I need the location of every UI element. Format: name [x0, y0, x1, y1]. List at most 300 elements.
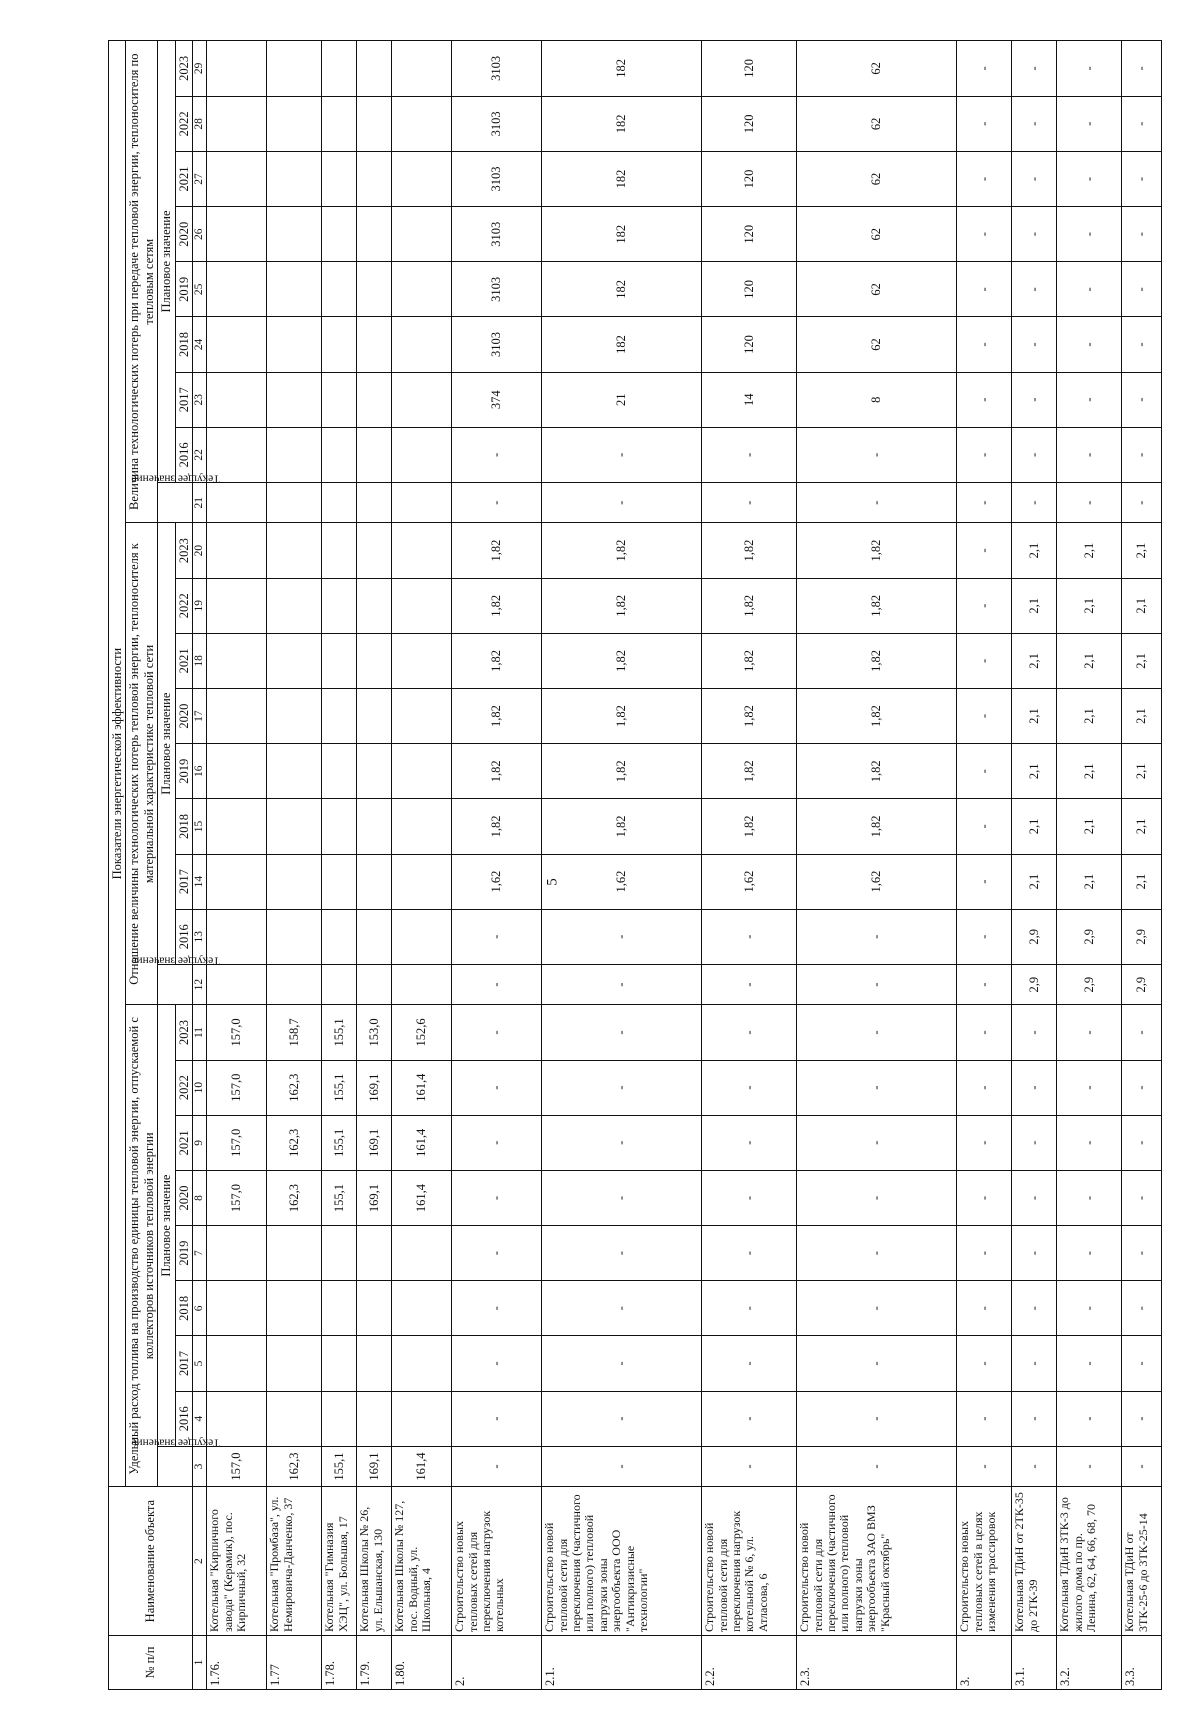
object-name: Строительство новой тепловой сети для переключения нагрузок котельной № 6, ул. Атласова, 6 [702, 1487, 797, 1636]
value-cell-c: - [1057, 41, 1122, 97]
year-header: 2021 [175, 151, 192, 206]
value-cell-a: - [957, 1170, 1012, 1225]
section-c-title: Величина технологических потерь при передаче тепловой энергии, теплоносителя по тепловым сетям [126, 41, 158, 523]
value-cell-c [207, 151, 267, 206]
value-cell-a: 155,1 [322, 1060, 357, 1115]
table-row [357, 41, 392, 1690]
value-cell-b [392, 964, 452, 1005]
value-cell-c [322, 207, 357, 262]
value-cell-b [357, 523, 392, 578]
value-cell-a: - [542, 1446, 702, 1487]
value-cell-a: - [702, 1446, 797, 1487]
column-index-cell: 15 [192, 799, 206, 854]
value-cell-b: - [452, 909, 542, 964]
value-cell-c: - [1122, 207, 1162, 262]
value-cell-b: 1,62 [797, 854, 957, 909]
value-cell-a: 155,1 [322, 1446, 357, 1487]
value-cell-a: 152,6 [392, 1005, 452, 1060]
value-cell-a [267, 1336, 322, 1391]
value-cell-a: - [1122, 1391, 1162, 1446]
value-cell-a: - [797, 1060, 957, 1115]
value-cell-b: 2,1 [1057, 799, 1122, 854]
value-cell-b [392, 854, 452, 909]
column-index-cell: 8 [192, 1170, 206, 1225]
value-cell-a: - [1057, 1336, 1122, 1391]
value-cell-c [392, 427, 452, 482]
value-cell-a: - [1057, 1005, 1122, 1060]
value-cell-c [392, 317, 452, 372]
row-number: 2.2. [702, 1635, 797, 1689]
value-cell-a: - [702, 1115, 797, 1170]
value-cell-a [207, 1281, 267, 1336]
planned-value-header: Плановое значение [158, 41, 175, 483]
value-cell-b: 1,82 [797, 744, 957, 799]
value-cell-c: 182 [542, 41, 702, 97]
object-name: Котельная Школы № 127, пос. Водный, ул. Школьная, 4 [392, 1487, 452, 1636]
value-cell-b [322, 744, 357, 799]
value-cell-c [267, 96, 322, 151]
column-index-cell: 7 [192, 1226, 206, 1281]
value-cell-a: - [797, 1446, 957, 1487]
value-cell-a [267, 1281, 322, 1336]
value-cell-a [267, 1226, 322, 1281]
value-cell-b: - [957, 909, 1012, 964]
column-index-cell: 19 [192, 578, 206, 633]
value-cell-c [207, 262, 267, 317]
value-cell-a: - [797, 1005, 957, 1060]
value-cell-c: 374 [452, 372, 542, 427]
column-index-cell: 13 [192, 909, 206, 964]
value-cell-b: 1,82 [702, 578, 797, 633]
value-cell-a: - [542, 1170, 702, 1225]
value-cell-c [207, 41, 267, 97]
table-row [322, 41, 357, 1690]
value-cell-b: 2,1 [1122, 578, 1162, 633]
value-cell-c: - [1057, 372, 1122, 427]
value-cell-b: 1,82 [542, 633, 702, 688]
object-name: Строительство новых тепловых сетей в целях изменения трассировок [957, 1487, 1012, 1636]
value-cell-a: - [957, 1336, 1012, 1391]
value-cell-c [322, 151, 357, 206]
value-cell-c: 3103 [452, 207, 542, 262]
value-cell-c: - [797, 427, 957, 482]
value-cell-b: 1,82 [542, 578, 702, 633]
column-index-cell: 6 [192, 1281, 206, 1336]
column-index-cell: 23 [192, 372, 206, 427]
value-cell-c: - [957, 372, 1012, 427]
value-cell-c: - [1122, 151, 1162, 206]
row-number: 3.2. [1057, 1635, 1122, 1689]
value-cell-c: - [1012, 372, 1057, 427]
value-cell-b [357, 633, 392, 688]
year-header: 2017 [175, 854, 192, 909]
value-cell-a: - [452, 1005, 542, 1060]
value-cell-a: - [1122, 1336, 1162, 1391]
value-cell-c: 8 [797, 372, 957, 427]
value-cell-c: 21 [542, 372, 702, 427]
object-name: Котельная ТДиН 3ТК-3 до жилого дома по пр. Ленина, 62, 64, 66, 68, 70 [1057, 1487, 1122, 1636]
value-cell-b [392, 578, 452, 633]
current-value-header: Текущее значение [158, 964, 193, 1005]
value-cell-b: 1,82 [452, 744, 542, 799]
value-cell-a: - [542, 1336, 702, 1391]
column-index-cell: 29 [192, 41, 206, 97]
value-cell-c: - [1057, 262, 1122, 317]
value-cell-a: 155,1 [322, 1170, 357, 1225]
value-cell-a: - [957, 1115, 1012, 1170]
value-cell-a: - [702, 1170, 797, 1225]
value-cell-c [267, 207, 322, 262]
value-cell-c: 62 [797, 41, 957, 97]
value-cell-b: 2,1 [1012, 578, 1057, 633]
value-cell-b [267, 799, 322, 854]
value-cell-a [322, 1226, 357, 1281]
value-cell-c: 182 [542, 207, 702, 262]
value-cell-c: - [957, 207, 1012, 262]
column-index-cell: 22 [192, 427, 206, 482]
value-cell-b: 1,62 [702, 854, 797, 909]
section-a-title: Удельный расход топлива на производство единицы тепловой энергии, отпускаемой с коллекторов источников тепловой энергии [126, 1005, 158, 1487]
value-cell-c [392, 41, 452, 97]
value-cell-a: - [1057, 1281, 1122, 1336]
value-cell-a: - [1012, 1281, 1057, 1336]
value-cell-c: - [542, 482, 702, 523]
value-cell-b: 2,9 [1057, 964, 1122, 1005]
year-header: 2020 [175, 1170, 192, 1225]
value-cell-c: 120 [702, 151, 797, 206]
value-cell-c: - [1057, 317, 1122, 372]
value-cell-b [392, 523, 452, 578]
object-name: Котельная "Кирпичного завода" (Керамик), пос. Кирпичный, 32 [207, 1487, 267, 1636]
table-row [1057, 41, 1122, 1690]
column-index-cell: 11 [192, 1005, 206, 1060]
value-cell-b: 1,82 [797, 633, 957, 688]
column-index-cell: 18 [192, 633, 206, 688]
value-cell-c [392, 96, 452, 151]
value-cell-a [392, 1281, 452, 1336]
value-cell-c [357, 262, 392, 317]
value-cell-a: 162,3 [267, 1060, 322, 1115]
value-cell-b [357, 909, 392, 964]
table-row [542, 41, 702, 1690]
value-cell-b [392, 744, 452, 799]
value-cell-c [357, 41, 392, 97]
value-cell-a: - [1012, 1170, 1057, 1225]
value-cell-c: - [1122, 96, 1162, 151]
column-index-cell: 4 [192, 1391, 206, 1446]
value-cell-b: 1,82 [797, 799, 957, 854]
value-cell-c: - [957, 427, 1012, 482]
value-cell-c: 3103 [452, 317, 542, 372]
value-cell-c: 62 [797, 207, 957, 262]
value-cell-c: 62 [797, 96, 957, 151]
value-cell-b: 2,9 [1012, 909, 1057, 964]
value-cell-c [322, 262, 357, 317]
value-cell-b [392, 909, 452, 964]
row-number: 3.3. [1122, 1635, 1162, 1689]
value-cell-b: 2,1 [1122, 799, 1162, 854]
value-cell-b [357, 578, 392, 633]
value-cell-b [267, 744, 322, 799]
value-cell-b: - [452, 964, 542, 1005]
year-header: 2023 [175, 523, 192, 578]
value-cell-c [267, 427, 322, 482]
value-cell-c: - [1057, 151, 1122, 206]
value-cell-a [207, 1226, 267, 1281]
value-cell-a: - [702, 1005, 797, 1060]
year-header: 2021 [175, 1115, 192, 1170]
planned-value-header: Плановое значение [158, 1005, 175, 1446]
column-index-cell: 28 [192, 96, 206, 151]
section-b-title: Отношение величины технологических потерь тепловой энергии, теплоносителя к материальной характеристике тепловой сети [126, 523, 158, 1005]
value-cell-c: - [957, 262, 1012, 317]
column-index-cell: 3 [192, 1446, 206, 1487]
value-cell-c: - [542, 427, 702, 482]
value-cell-a: - [797, 1336, 957, 1391]
value-cell-c: 62 [797, 262, 957, 317]
value-cell-c: - [1122, 41, 1162, 97]
value-cell-c [322, 482, 357, 523]
value-cell-c [322, 96, 357, 151]
row-number: 2.1. [542, 1635, 702, 1689]
value-cell-b: - [542, 964, 702, 1005]
value-cell-b: - [797, 909, 957, 964]
value-cell-b [322, 909, 357, 964]
value-cell-a: - [702, 1336, 797, 1391]
current-value-header: Текущее значение [158, 482, 193, 523]
row-number: 3.1. [1012, 1635, 1057, 1689]
value-cell-b [267, 854, 322, 909]
value-cell-a: - [797, 1391, 957, 1446]
planned-value-header: Плановое значение [158, 523, 175, 964]
value-cell-b [357, 744, 392, 799]
value-cell-c [267, 317, 322, 372]
column-index-cell: 2 [192, 1487, 206, 1636]
column-index-cell: 20 [192, 523, 206, 578]
num-col-header: № п/п [109, 1635, 193, 1689]
column-index-cell: 1 [192, 1635, 206, 1689]
value-cell-b: 2,1 [1122, 744, 1162, 799]
value-cell-b: 1,82 [797, 578, 957, 633]
value-cell-a: 157,0 [207, 1060, 267, 1115]
value-cell-c [357, 482, 392, 523]
value-cell-b: 1,82 [452, 578, 542, 633]
value-cell-b [207, 744, 267, 799]
value-cell-b: 1,82 [702, 689, 797, 744]
value-cell-b: - [797, 964, 957, 1005]
value-cell-b: 2,1 [1057, 744, 1122, 799]
value-cell-a: 169,1 [357, 1446, 392, 1487]
value-cell-b [322, 578, 357, 633]
value-cell-b [207, 578, 267, 633]
value-cell-c: - [452, 427, 542, 482]
value-cell-a: - [957, 1005, 1012, 1060]
value-cell-a: 157,0 [207, 1170, 267, 1225]
value-cell-c: - [1012, 41, 1057, 97]
value-cell-c: 120 [702, 96, 797, 151]
value-cell-b: 2,1 [1122, 854, 1162, 909]
value-cell-a: - [957, 1391, 1012, 1446]
value-cell-c: 120 [702, 41, 797, 97]
value-cell-b: 1,62 [452, 854, 542, 909]
value-cell-a: - [797, 1170, 957, 1225]
value-cell-b: 1,82 [452, 799, 542, 854]
value-cell-a: 157,0 [207, 1005, 267, 1060]
value-cell-b: 1,82 [542, 689, 702, 744]
value-cell-a: - [542, 1005, 702, 1060]
row-number: 3. [957, 1635, 1012, 1689]
value-cell-b: 1,82 [797, 523, 957, 578]
value-cell-a: - [542, 1226, 702, 1281]
value-cell-a: - [797, 1226, 957, 1281]
value-cell-b: 1,82 [702, 799, 797, 854]
object-name: Строительство новых тепловых сетей для переключения нагрузок котельных [452, 1487, 542, 1636]
value-cell-b: 2,1 [1057, 523, 1122, 578]
value-cell-b: 2,9 [1012, 964, 1057, 1005]
value-cell-b: 1,82 [542, 523, 702, 578]
value-cell-c: 3103 [452, 96, 542, 151]
value-cell-c: 120 [702, 207, 797, 262]
object-name: Строительство новой тепловой сети для переключения (частичного или полного) тепловой нагрузки зоны энергообъекта ООО "Антикризисные технологии" [542, 1487, 702, 1636]
value-cell-c: - [957, 96, 1012, 151]
value-cell-b: - [957, 523, 1012, 578]
value-cell-a: - [702, 1281, 797, 1336]
value-cell-c [357, 427, 392, 482]
value-cell-a: - [452, 1336, 542, 1391]
value-cell-b: 1,82 [452, 633, 542, 688]
value-cell-c [357, 207, 392, 262]
value-cell-a: - [1012, 1226, 1057, 1281]
value-cell-b [207, 633, 267, 688]
value-cell-b: - [957, 633, 1012, 688]
year-header: 2022 [175, 96, 192, 151]
value-cell-b: 2,1 [1012, 744, 1057, 799]
value-cell-a: 153,0 [357, 1005, 392, 1060]
year-header: 2023 [175, 1005, 192, 1060]
value-cell-b [267, 689, 322, 744]
value-cell-b: - [957, 578, 1012, 633]
value-cell-a: - [542, 1281, 702, 1336]
column-index-cell: 16 [192, 744, 206, 799]
column-index-cell: 17 [192, 689, 206, 744]
value-cell-c: - [1012, 207, 1057, 262]
year-header: 2019 [175, 1226, 192, 1281]
value-cell-c: - [1122, 482, 1162, 523]
value-cell-c: 182 [542, 151, 702, 206]
value-cell-c: - [1012, 317, 1057, 372]
value-cell-a: 162,3 [267, 1446, 322, 1487]
value-cell-b: 2,1 [1012, 854, 1057, 909]
value-cell-b: - [702, 964, 797, 1005]
value-cell-a: - [1012, 1005, 1057, 1060]
value-cell-c: 62 [797, 317, 957, 372]
value-cell-c: 3103 [452, 262, 542, 317]
value-cell-b: 1,82 [452, 523, 542, 578]
value-cell-b: - [542, 909, 702, 964]
value-cell-b: 2,1 [1122, 633, 1162, 688]
value-cell-b: 2,1 [1057, 689, 1122, 744]
value-cell-a: - [452, 1170, 542, 1225]
value-cell-b: 2,1 [1122, 523, 1162, 578]
value-cell-a: 162,3 [267, 1115, 322, 1170]
value-cell-a: 161,4 [392, 1115, 452, 1170]
value-cell-c [207, 372, 267, 427]
value-cell-a: - [1057, 1060, 1122, 1115]
column-index-cell: 26 [192, 207, 206, 262]
value-cell-c [357, 317, 392, 372]
value-cell-c: - [1012, 427, 1057, 482]
value-cell-b [322, 799, 357, 854]
value-cell-c: 182 [542, 262, 702, 317]
year-header: 2022 [175, 1060, 192, 1115]
value-cell-b: 1,82 [542, 744, 702, 799]
year-header: 2019 [175, 744, 192, 799]
value-cell-c: 120 [702, 317, 797, 372]
value-cell-c: - [1122, 427, 1162, 482]
value-cell-c: - [702, 427, 797, 482]
value-cell-a: 169,1 [357, 1115, 392, 1170]
value-cell-a: - [1012, 1060, 1057, 1115]
object-name: Строительство новой тепловой сети для переключения (частичного или полного) тепловой нагрузки зоны энергообъекта ЗАО ВМЗ "Красный октябрь" [797, 1487, 957, 1636]
value-cell-a: - [957, 1226, 1012, 1281]
group-title: Показатели энергетической эффективности [109, 41, 126, 1487]
table-row [957, 41, 1012, 1690]
value-cell-a: 155,1 [322, 1115, 357, 1170]
year-header: 2021 [175, 633, 192, 688]
table-row [392, 41, 452, 1690]
value-cell-a [392, 1226, 452, 1281]
row-number: 1.80. [392, 1635, 452, 1689]
value-cell-b: - [957, 854, 1012, 909]
value-cell-a [357, 1391, 392, 1446]
column-index-cell: 9 [192, 1115, 206, 1170]
value-cell-c: - [1012, 151, 1057, 206]
value-cell-a: - [702, 1391, 797, 1446]
value-cell-a: - [1012, 1446, 1057, 1487]
column-index-cell: 14 [192, 854, 206, 909]
year-header: 2017 [175, 1336, 192, 1391]
row-number: 1.79. [357, 1635, 392, 1689]
value-cell-a: 169,1 [357, 1170, 392, 1225]
column-index-cell: 24 [192, 317, 206, 372]
value-cell-a: 162,3 [267, 1170, 322, 1225]
value-cell-a [322, 1391, 357, 1446]
value-cell-a: - [1122, 1170, 1162, 1225]
value-cell-a [322, 1281, 357, 1336]
column-index-cell: 5 [192, 1336, 206, 1391]
value-cell-a: - [1057, 1170, 1122, 1225]
value-cell-a [322, 1336, 357, 1391]
value-cell-a: - [1057, 1446, 1122, 1487]
value-cell-b [267, 578, 322, 633]
value-cell-b: 2,9 [1057, 909, 1122, 964]
value-cell-b: 1,82 [797, 689, 957, 744]
value-cell-c [392, 482, 452, 523]
value-cell-a: - [702, 1226, 797, 1281]
value-cell-b: - [957, 744, 1012, 799]
value-cell-b: 2,1 [1057, 854, 1122, 909]
value-cell-a: - [452, 1115, 542, 1170]
table-row [267, 41, 322, 1690]
value-cell-b [267, 964, 322, 1005]
year-header: 2023 [175, 41, 192, 97]
row-number: 2.3. [797, 1635, 957, 1689]
value-cell-a: 169,1 [357, 1060, 392, 1115]
value-cell-b [322, 633, 357, 688]
value-cell-b: 1,82 [702, 744, 797, 799]
value-cell-a: 155,1 [322, 1005, 357, 1060]
value-cell-b: 2,1 [1012, 799, 1057, 854]
